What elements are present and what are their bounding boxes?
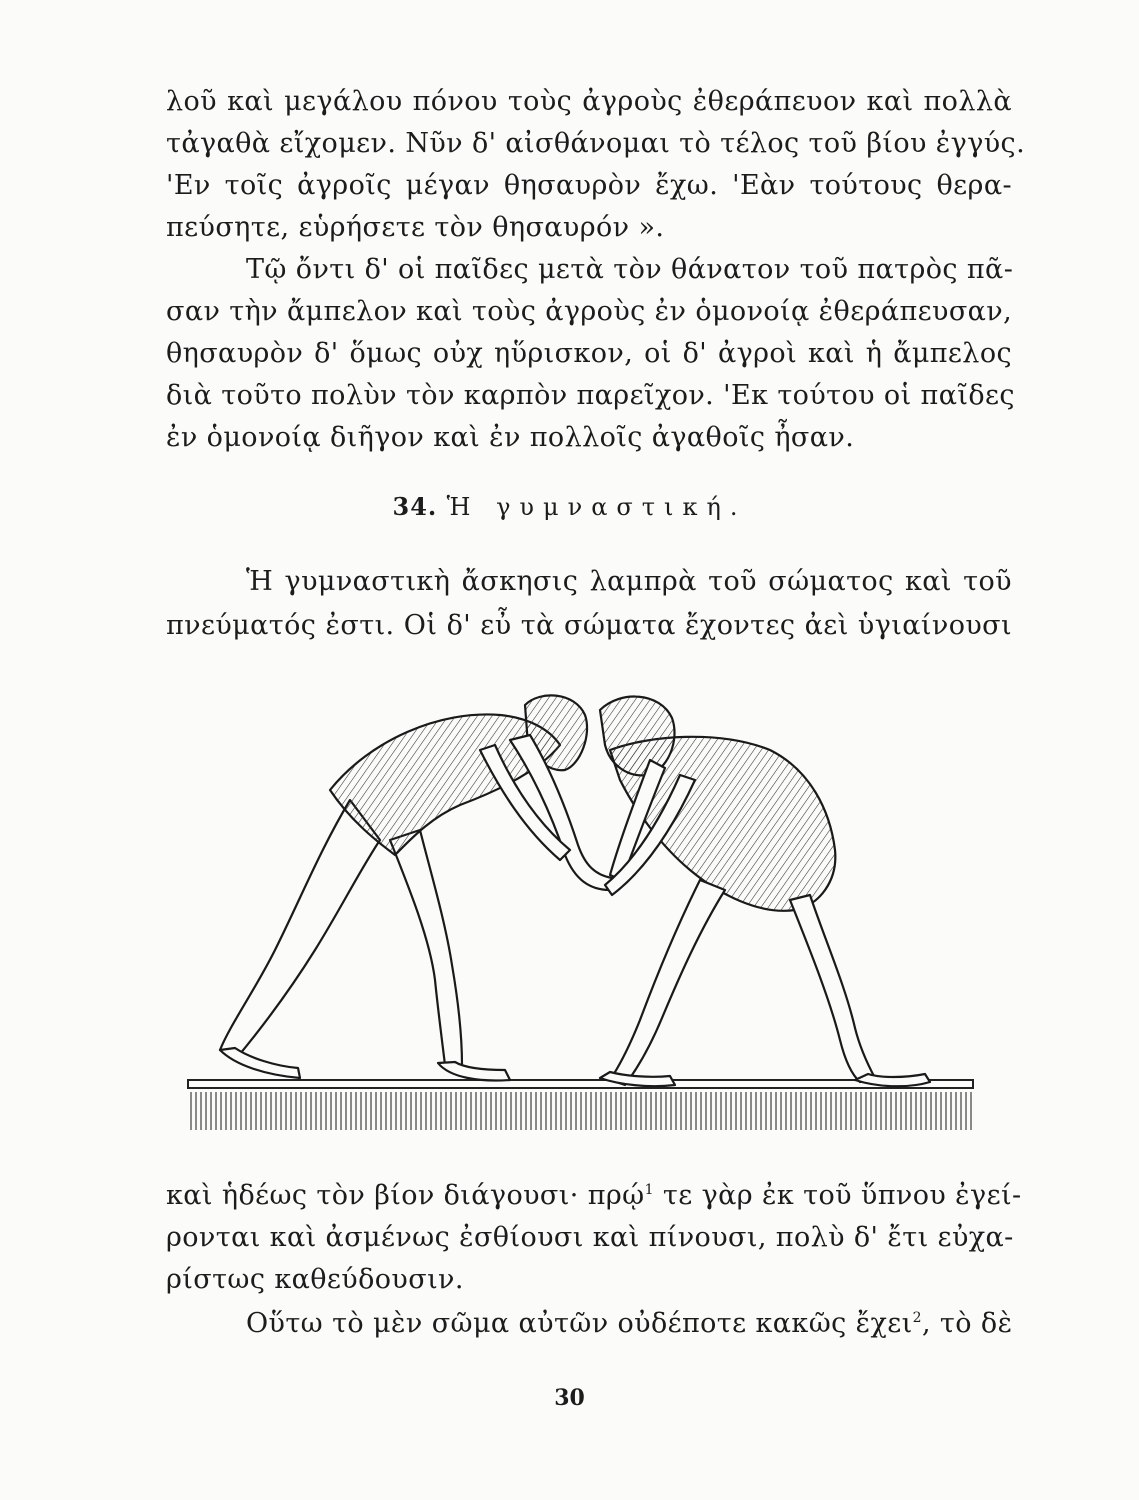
wrestlers-illustration [180,680,980,1160]
text-line: 'Εν τοῖς ἀγροῖς μέγαν θησαυρὸν ἔχω. 'Εὰν τούτους θερα- [166,170,1012,201]
right-wrestler [600,697,930,1087]
text-line [166,1178,1022,1214]
text-line: Τῷ ὄντι δ' οἱ παῖδες μετὰ τὸν θάνατον τοῦ πατρὸς πᾶ- [246,254,1014,285]
text-line: διὰ τοῦτο πολὺν τὸν καρπὸν παρεῖχον. 'Εκ τούτου οἱ παῖδες [166,380,1015,411]
text-line: ἐν ὁμονοίᾳ διῆγον καὶ ἐν πολλοῖς ἀγαθοῖς ἦσαν. [166,422,855,453]
page-number: 30 [554,1385,585,1411]
text-line [246,1306,1012,1342]
text-fragment: , τὸ δὲ [921,1308,1013,1339]
text-line: θησαυρὸν δ' ὅμως οὐχ ηὕρισκον, οἱ δ' ἀγροὶ καὶ ἡ ἄμπελος [166,338,1012,369]
text-line: σαν τὴν ἄμπελον καὶ τοὺς ἀγροὺς ἐν ὁμονοίᾳ ἐθεράπευσαν, [166,296,1013,327]
footnote-marker: 2 [912,1310,922,1326]
text-fragment: καὶ ἡδέως τὸν βίον διάγουσι· πρῴ [166,1180,645,1211]
text-line: τἀγαθὰ εἴχομεν. Νῦν δ' αἰσθάνομαι τὸ τέλος τοῦ βίου ἐγγύς. [166,128,1026,159]
text-line: ρονται καὶ ἀσμένως ἐσθίουσι καὶ πίνουσι, πολὺ δ' ἔτι εὐχα- [166,1222,1014,1253]
text-line: ρίστως καθεύδουσιν. [166,1264,464,1295]
text-line: λοῦ καὶ μεγάλου πόνου τοὺς ἀγροὺς ἐθεράπευον καὶ πολλὰ [166,86,1012,117]
text-fragment: τε γὰρ ἐκ τοῦ ὕπνου ἐγεί- [653,1180,1022,1211]
section-heading [0,492,1139,521]
left-wrestler [220,695,612,1080]
section-number: 34. [392,492,438,521]
text-line: πνεύματός ἐστι. Οἱ δ' εὖ τὰ σώματα ἔχοντες ἀεὶ ὑγιαίνουσι [166,610,1012,641]
text-line: πεύσητε, εὑρήσετε τὸν θησαυρόν ». [166,212,665,243]
text-line: Ἡ γυμναστικὴ ἄσκησις λαμπρὰ τοῦ σώματος καὶ τοῦ [246,566,1012,597]
footnote-marker: 1 [644,1182,654,1198]
section-title: Ἡ γυμναστική. [446,493,747,521]
text-fragment: Οὕτω τὸ μὲν σῶμα αὐτῶν οὐδέποτε κακῶς ἔχει [246,1308,913,1339]
ground-hatching [188,1092,973,1130]
